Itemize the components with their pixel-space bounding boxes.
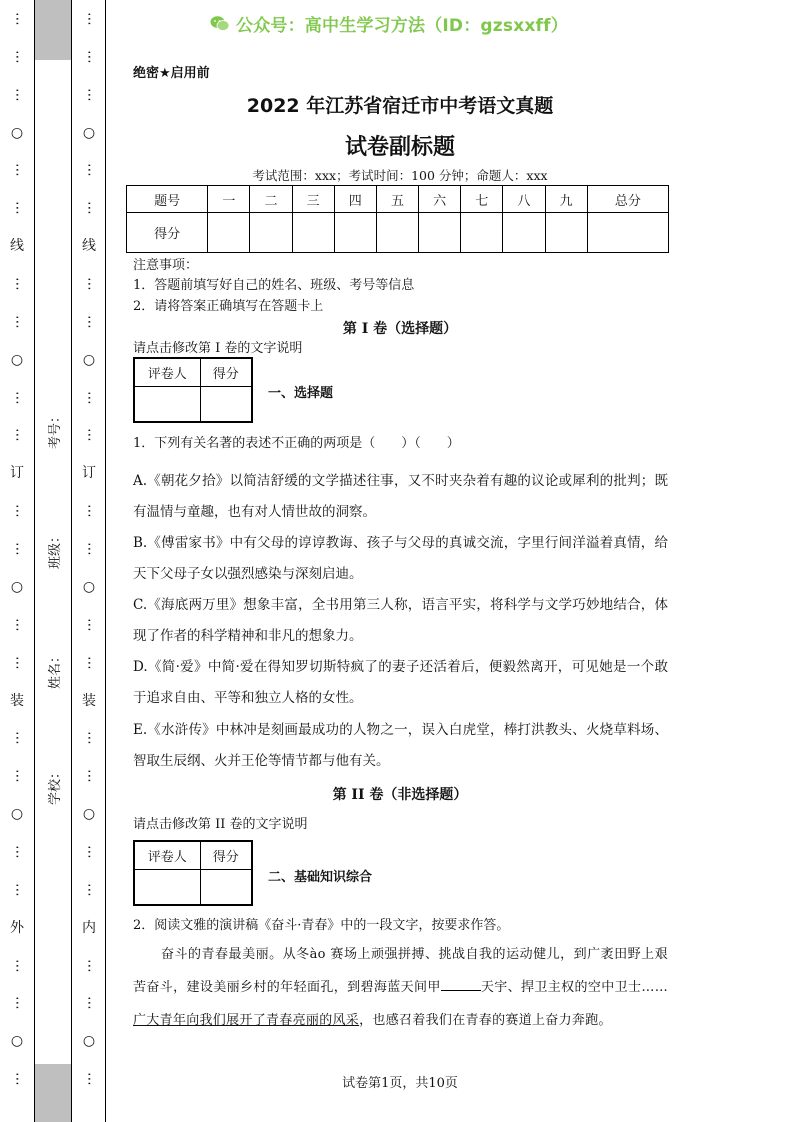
score-cell[interactable] — [503, 213, 545, 253]
binding-mark: 装 — [82, 692, 96, 709]
binding-mark: ⋯ — [9, 314, 25, 329]
outer-dotted-line — [0, 0, 34, 1122]
binding-mark: ⋯ — [9, 882, 25, 897]
note-item: 2．请将答案正确填写在答题卡上 — [133, 299, 324, 314]
banner-text: 公众号：高中生学习方法（ID：gzsxxff） — [236, 15, 568, 36]
binding-mark: 装 — [10, 692, 24, 709]
binding-hole-mark: ○ — [10, 806, 24, 823]
score-cell[interactable] — [292, 213, 334, 253]
score-cell[interactable] — [200, 869, 252, 905]
page-footer: 试卷第1页，共10页 — [342, 1076, 458, 1091]
binding-mark: 外 — [10, 919, 24, 936]
binding-hole-mark: ○ — [82, 124, 96, 141]
score-table-header-row — [127, 186, 669, 213]
binding-mark: ⋯ — [81, 617, 97, 632]
binding-hole-mark: ○ — [82, 1033, 96, 1050]
binding-mark: ⋯ — [81, 996, 97, 1011]
underlined-sentence: 广大青年向我们展开了青春亮丽的风采 — [133, 1013, 360, 1028]
score-cell[interactable] — [208, 213, 250, 253]
binding-mark: ⋯ — [81, 882, 97, 897]
option-d: D.《简·爱》中简·爱在得知罗切斯特疯了的妻子还活着后，便毅然离开，可见她是一个敢于追求自由、平等和独立人格的女性。 — [133, 659, 668, 706]
part1-note[interactable]: 请点击修改第 I 卷的文字说明 — [133, 341, 303, 356]
score-table — [126, 185, 669, 253]
wechat-icon — [210, 15, 230, 32]
part1-heading: 第 I 卷（选择题） — [342, 321, 458, 337]
binding-mark: ⋯ — [81, 87, 97, 102]
score-header-cell: 八 — [503, 186, 545, 213]
binding-mark: 订 — [10, 465, 24, 482]
score-cell[interactable] — [461, 213, 503, 253]
option-c: C.《海底两万里》想象丰富，全书用第三人称，语言平实，将科学与文学巧妙地结合，体现了作者的科学精神和非凡的想象力。 — [133, 597, 668, 644]
binding-mark: ⋯ — [9, 49, 25, 64]
binding-mark: ⋯ — [9, 731, 25, 746]
score-cell[interactable] — [334, 213, 376, 253]
binding-mark: ⋯ — [81, 428, 97, 443]
binding-mark: ⋯ — [9, 655, 25, 670]
option-e: E.《水浒传》中林冲是刻画最成功的人物之一，误入白虎堂，棒打洪教头、火烧草料场、智取生辰纲、火并王伦等情节都与他有关。 — [133, 722, 668, 769]
binding-mark: ⋯ — [81, 504, 97, 519]
grader-label: 评卷人 — [134, 841, 200, 869]
score-header-cell: 总分 — [587, 186, 668, 213]
page-title: 2022 年江苏省宿迁市中考语文真题 — [246, 95, 554, 117]
score-row-label: 得分 — [127, 213, 208, 253]
score-header-cell: 九 — [545, 186, 587, 213]
binding-mark: ⋯ — [81, 655, 97, 670]
binding-mark: ⋯ — [81, 542, 97, 557]
binding-gray-block-top — [34, 0, 72, 60]
binding-mark: ⋯ — [9, 87, 25, 102]
binding-mark: ⋯ — [81, 390, 97, 405]
binding-mark: ⋯ — [81, 769, 97, 784]
exam-info: 考试范围：xxx；考试时间：100 分钟；命题人：xxx — [252, 168, 548, 183]
score-label: 得分 — [200, 841, 252, 869]
reading-passage: 奋斗的青春最美丽。从冬ào 赛场上顽强拼搏、挑战自我的运动健儿，到广袤田野上艰苦奋斗，建设美丽乡村的年轻面孔，到碧海蓝天间甲 天宇、捍卫主权的空中卫士……广大青年向我们展开了青春亮丽的风采，也感召着我们在青春的赛道上奋力奔跑。 — [133, 947, 668, 1028]
binding-mark: ⋯ — [9, 1072, 25, 1087]
binding-mark: ⋯ — [9, 996, 25, 1011]
binding-mark: ⋯ — [81, 844, 97, 859]
field-exam-number[interactable]: 考号： — [48, 409, 64, 450]
part2-note[interactable]: 请点击修改第 II 卷的文字说明 — [133, 817, 308, 832]
binding-mark: 内 — [82, 919, 96, 936]
binding-mark: ⋯ — [9, 617, 25, 632]
score-cell[interactable] — [200, 386, 252, 422]
binding-mark: 订 — [82, 465, 96, 482]
binding-mark: ⋯ — [81, 49, 97, 64]
section-basic-label: 二、基础知识综合 — [268, 870, 373, 885]
binding-mark: ⋯ — [9, 201, 25, 216]
binding-mark: ⋯ — [81, 314, 97, 329]
binding-mark: ⋯ — [9, 504, 25, 519]
grader-label: 评卷人 — [134, 358, 200, 386]
score-label: 得分 — [200, 358, 252, 386]
binding-hole-mark: ○ — [10, 351, 24, 368]
binding-hole-mark: ○ — [10, 1033, 24, 1050]
fill-blank[interactable] — [441, 977, 481, 991]
binding-mark: 线 — [10, 238, 24, 255]
wechat-banner — [210, 10, 590, 36]
note-item: 1．答题前填写好自己的姓名、班级、考号等信息 — [133, 278, 415, 293]
part2-heading: 第 II 卷（非选择题） — [332, 787, 468, 803]
binding-mark: ⋯ — [9, 769, 25, 784]
binding-mark: ⋯ — [81, 277, 97, 292]
section-choice-label: 一、选择题 — [268, 386, 334, 401]
question-1: 1．下列有关名著的表述不正确的两项是（ ）（ ） — [133, 436, 460, 451]
score-cell[interactable] — [419, 213, 461, 253]
score-cell[interactable] — [250, 213, 292, 253]
grader-box-part1 — [133, 357, 253, 423]
score-header-cell: 一 — [208, 186, 250, 213]
secret-label: 绝密★启用前 — [133, 66, 210, 81]
score-header-cell: 六 — [419, 186, 461, 213]
field-class[interactable]: 班级： — [48, 529, 64, 570]
binding-hole-mark: ○ — [82, 806, 96, 823]
page-subtitle: 试卷副标题 — [344, 135, 455, 160]
score-header-cell: 题号 — [127, 186, 208, 213]
score-cell[interactable] — [545, 213, 587, 253]
score-header-cell: 四 — [334, 186, 376, 213]
binding-mark: ⋯ — [81, 163, 97, 178]
binding-gray-block-bottom — [34, 1064, 72, 1122]
inner-dotted-line — [72, 0, 106, 1122]
binding-mark: ⋯ — [9, 958, 25, 973]
binding-mark: ⋯ — [9, 277, 25, 292]
score-cell[interactable] — [376, 213, 418, 253]
grader-cell[interactable] — [134, 386, 200, 422]
binding-mark: ⋯ — [81, 958, 97, 973]
binding-mark: ⋯ — [81, 1072, 97, 1087]
binding-hole-mark: ○ — [10, 124, 24, 141]
question-2: 2．阅读文雅的演讲稿《奋斗·青春》中的一段文字，按要求作答。 — [133, 918, 510, 933]
field-school[interactable]: 学校： — [48, 765, 64, 806]
binding-mark: ⋯ — [9, 12, 25, 26]
option-b: B.《傅雷家书》中有父母的谆谆教诲、孩子与父母的真诚交流，字里行间洋溢着真情，给天下父母子女以强烈感染与深刻启迪。 — [133, 535, 668, 582]
grader-cell[interactable] — [134, 869, 200, 905]
binding-hole-mark: ○ — [82, 351, 96, 368]
binding-mark: ⋯ — [81, 12, 97, 26]
binding-mark: ⋯ — [81, 731, 97, 746]
binding-mark: ⋯ — [9, 542, 25, 557]
binding-mark: ⋯ — [9, 844, 25, 859]
score-cell[interactable] — [587, 213, 668, 253]
binding-mark: 线 — [82, 238, 96, 255]
field-name[interactable]: 姓名： — [48, 649, 64, 690]
grader-box-part2 — [133, 840, 253, 906]
binding-mark: ⋯ — [9, 390, 25, 405]
binding-hole-mark: ○ — [82, 578, 96, 595]
score-header-cell: 二 — [250, 186, 292, 213]
score-header-cell: 七 — [461, 186, 503, 213]
binding-mark: ⋯ — [9, 428, 25, 443]
score-header-cell: 三 — [292, 186, 334, 213]
score-header-cell: 五 — [376, 186, 418, 213]
notes-title: 注意事项： — [133, 258, 199, 273]
option-a: A.《朝花夕拾》以简洁舒缓的文学描述往事，又不时夹杂着有趣的议论或犀利的批判；既有温情与童趣，也有对人情世故的洞察。 — [133, 473, 668, 520]
binding-mark: ⋯ — [81, 201, 97, 216]
score-table-score-row — [127, 213, 669, 253]
binding-mark: ⋯ — [9, 163, 25, 178]
binding-hole-mark: ○ — [10, 578, 24, 595]
